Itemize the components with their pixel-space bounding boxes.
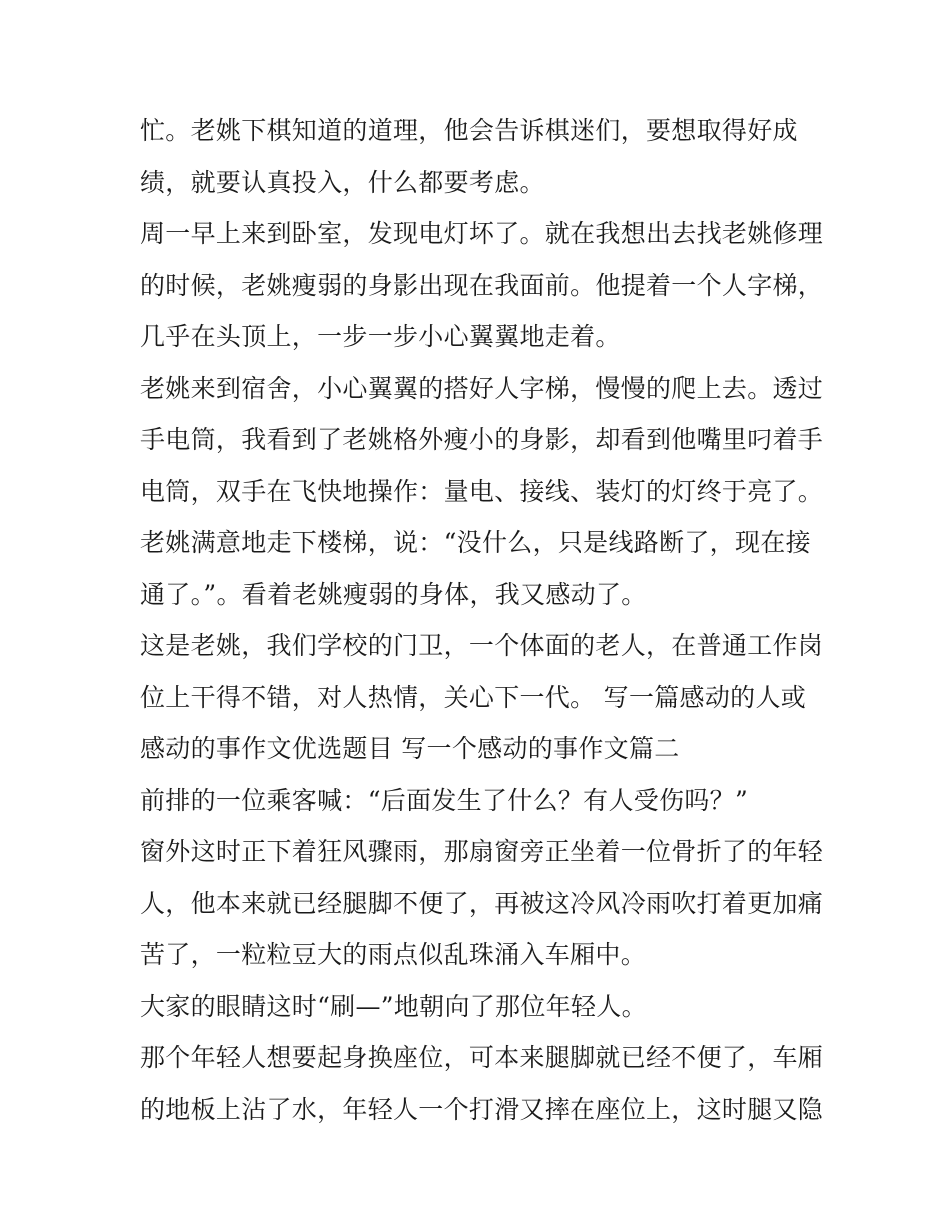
text-line: 老姚来到宿舍，小心翼翼的搭好人字梯，慢慢的爬上去。透过 (140, 373, 824, 403)
text-line: 这是老姚，我们学校的门卫，一个体面的老人，在普通工作岗 (140, 631, 824, 660)
document-body (140, 105, 824, 1135)
text-line: 大家的眼睛这时“刷—”地朝向了那位年轻人。 (140, 991, 647, 1021)
text-line: 几乎在头顶上，一步一步小心翼翼地走着。 (140, 322, 621, 351)
text-line: 通了。”。看着老姚瘦弱的身体，我又感动了。 (140, 579, 647, 609)
text-line: 忙。老姚下棋知道的道理，他会告诉棋迷们，要想取得好成 (140, 116, 798, 145)
text-line: 前排的一位乘客喊：“后面发生了什么？有人受伤吗？” (140, 785, 749, 815)
text-line: 老姚满意地走下楼梯，说：“没什么，只是线路断了，现在接 (140, 528, 811, 557)
text-line: 的时候，老姚瘦弱的身影出现在我面前。他提着一个人字梯， (140, 270, 824, 300)
text-line: 位上干得不错，对人热情，关心下一代。 写一篇感动的人或 (140, 682, 807, 712)
text-line: 那个年轻人想要起身换座位，可本来腿脚就已经不便了，车厢 (140, 1043, 824, 1072)
text-line: 周一早上来到卧室，发现电灯坏了。就在我想出去找老姚修理 (140, 219, 824, 248)
text-line: 手电筒，我看到了老姚格外瘦小的身影，却看到他嘴里叼着手 (140, 425, 824, 454)
text-line: 感动的事作文优选题目 写一个感动的事作文篇二 (140, 734, 680, 763)
text-line: 绩，就要认真投入，什么都要考虑。 (140, 167, 545, 197)
text-line: 苦了，一粒粒豆大的雨点似乱珠涌入车厢中。 (140, 940, 647, 969)
text-line: 窗外这时正下着狂风骤雨，那扇窗旁正坐着一位骨折了的年轻 (140, 837, 824, 866)
text-line: 电筒，双手在飞快地操作：量电、接线、装灯的灯终于亮了。 (140, 476, 824, 506)
text-line: 的地板上沾了水，年轻人一个打滑又摔在座位上，这时腿又隐 (140, 1094, 824, 1124)
text-line: 人，他本来就已经腿脚不便了，再被这冷风冷雨吹打着更加痛 (140, 888, 824, 918)
